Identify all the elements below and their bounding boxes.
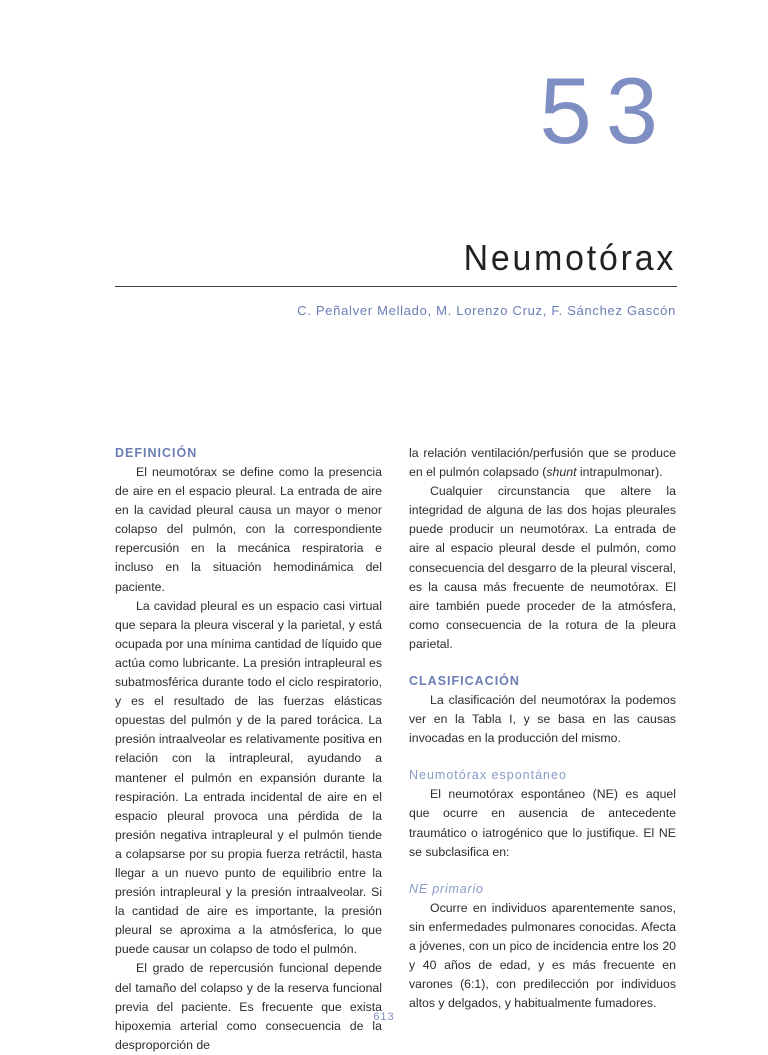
- paragraph: [409, 444, 676, 482]
- section-heading-clasificacion: CLASIFICACIÓN: [409, 674, 520, 689]
- page-number: 613: [373, 1011, 395, 1023]
- paragraph: El neumotórax espontáneo (NE) es aquel que ocurre en ausencia de antecedente traumático o iatrogénico que lo justifique. El NE se subclasifica en:: [409, 787, 676, 859]
- paragraph: El grado de repercusión funcional depende del tamaño del colapso y de la reserva funcional previa del paciente. Es frecuente que exista hipoxemia arterial como consecuencia de la desproporción de: [115, 961, 382, 1052]
- paragraph: El neumotórax se define como la presencia de aire en el espacio pleural. La entrada de aire en la cavidad pleural causa un mayor o menor colapso del pulmón, con la correspondiente repercusión en la mecánica respiratoria e incluso en la situación hemodinámica del paciente.: [115, 465, 382, 594]
- paragraph: Cualquier circunstancia que altere la integridad de alguna de las dos hojas pleurales puede producir un neumotórax. La entrada de aire al espacio pleural desde el pulmón, como consecuencia del desgarro de la pleural visceral, es la causa más frecuente de neumotórax. El aire también puede proceder de la atmósfera, como consecuencia de la rotura de la pleura parietal.: [409, 484, 676, 651]
- left-column: [115, 444, 382, 1055]
- italic-term: shunt: [546, 465, 577, 480]
- right-column: [409, 444, 676, 1013]
- chapter-title: Neumotórax: [463, 237, 676, 278]
- paragraph-text: la relación ventilación/perfusión que se produce en el pulmón colapsado (: [409, 446, 676, 480]
- paragraph: La clasificación del neumotórax la podemos ver en la Tabla I, y se basa en las causas invocadas en la producción del mismo.: [409, 693, 676, 746]
- paragraph-text: intrapulmonar).: [576, 465, 663, 480]
- paragraph: La cavidad pleural es un espacio casi virtual que separa la pleura visceral y la parietal, y está ocupada por una mínima cantidad de líquido que actúa como lubricante. La presión intrapleural es subatmosférica durante todo el ciclo respiratorio, y es el resultado de las fuerzas elásticas opuestas del pulmón y de la pared torácica. La presión intraalveolar es relativamente positiva en relación con la intrapleural, ayudando a mantener el pulmón en expansión durante la respiración. La entrada incidental de aire en el espacio pleural provoca una pérdida de la presión negativa intrapleural y el pulmón tiende a colapsarse por su propia fuerza retráctil, hasta llegar a un nuevo punto de equilibrio entre la presión intrapleural y la presión intraalveolar. Si la cantidad de aire es importante, la presión pleural se aproxima a la atmósferica, lo que puede causar un colapso de todo el pulmón.: [115, 598, 382, 957]
- section-heading-definicion: DEFINICIÓN: [115, 446, 198, 460]
- chapter-number: 53: [539, 58, 672, 163]
- subsection-heading: Neumotórax espontáneo: [409, 768, 567, 783]
- subsubsection-heading: NE primario: [409, 881, 484, 896]
- title-divider: [115, 286, 677, 287]
- chapter-authors: C. Peñalver Mellado, M. Lorenzo Cruz, F. Sánchez Gascón: [297, 303, 676, 318]
- paragraph: Ocurre en individuos aparentemente sanos, sin enfermedades pulmonares conocidas. Afecta a jóvenes, con un pico de incidencia entre los 20 y 40 años de edad, y es más frecuente en varones (6:1), con predilección por individuos altos y delgados, y habitualmente fumadores.: [409, 900, 676, 1011]
